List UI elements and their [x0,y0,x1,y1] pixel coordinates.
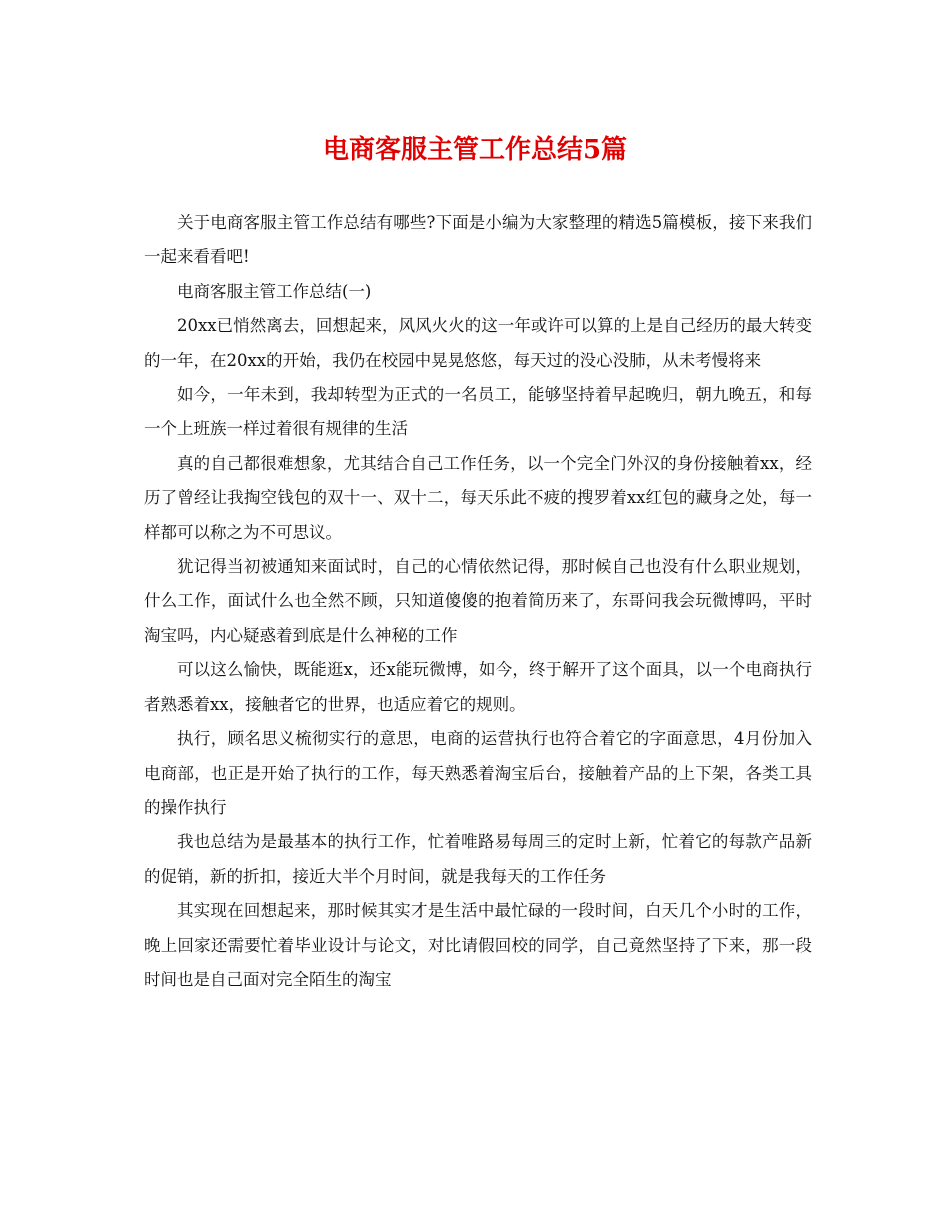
document-body [144,206,812,997]
body-paragraph: 可以这么愉快，既能逛x，还x能玩微博，如今，终于解开了这个面具，以一个电商执行者熟悉着xx，接触者它的世界，也适应着它的规则。 [144,660,812,714]
body-paragraph: 如今，一年未到，我却转型为正式的一名员工，能够坚持着早起晚归，朝九晚五，和每一个上班族一样过着很有规律的生活 [144,385,812,439]
section-heading: 电商客服主管工作总结(一) [177,281,372,301]
body-paragraph: 其实现在回想起来，那时候其实才是生活中最忙碌的一段时间，白天几个小时的工作，晚上回家还需要忙着毕业设计与论文，对比请假回校的同学，自己竟然坚持了下来，那一段时间也是自己面对完全陌生的淘宝 [144,901,812,989]
body-paragraph: 20xx已悄然离去，回想起来，风风火火的这一年或许可以算的上是自己经历的最大转变的一年，在20xx的开始，我仍在校园中晃晃悠悠，每天过的没心没肺，从未考慢将来 [144,316,812,370]
document-title: 电商客服主管工作总结5篇 [322,135,628,165]
body-paragraph: 犹记得当初被通知来面试时，自己的心情依然记得，那时候自己也没有什么职业规划，什么工作，面试什么也全然不顾，只知道傻傻的抱着简历来了，东哥问我会玩微博吗，平时淘宝吗，内心疑惑着到底是什么神秘的工作 [144,557,812,645]
body-paragraph: 执行，顾名思义梳彻实行的意思，电商的运营执行也符合着它的字面意思，4月份加入电商部，也正是开始了执行的工作，每天熟悉着淘宝后台，接触着产品的上下架，各类工具的操作执行 [144,729,812,817]
body-paragraph: 我也总结为是最基本的执行工作，忙着唯路易每周三的定时上新，忙着它的每款产品新的促销，新的折扣，接近大半个月时间，就是我每天的工作任务 [144,832,812,886]
body-paragraph: 真的自己都很难想象，尤其结合自己工作任务，以一个完全门外汉的身份接触着xx，经历了曾经让我掏空钱包的双十一、双十二，每天乐此不疲的搜罗着xx红包的藏身之处，每一样都可以称之为不可思议。 [144,453,812,542]
intro-paragraph: 关于电商客服主管工作总结有哪些?下面是小编为大家整理的精选5篇模板，接下来我们一起来看看吧! [144,213,812,267]
